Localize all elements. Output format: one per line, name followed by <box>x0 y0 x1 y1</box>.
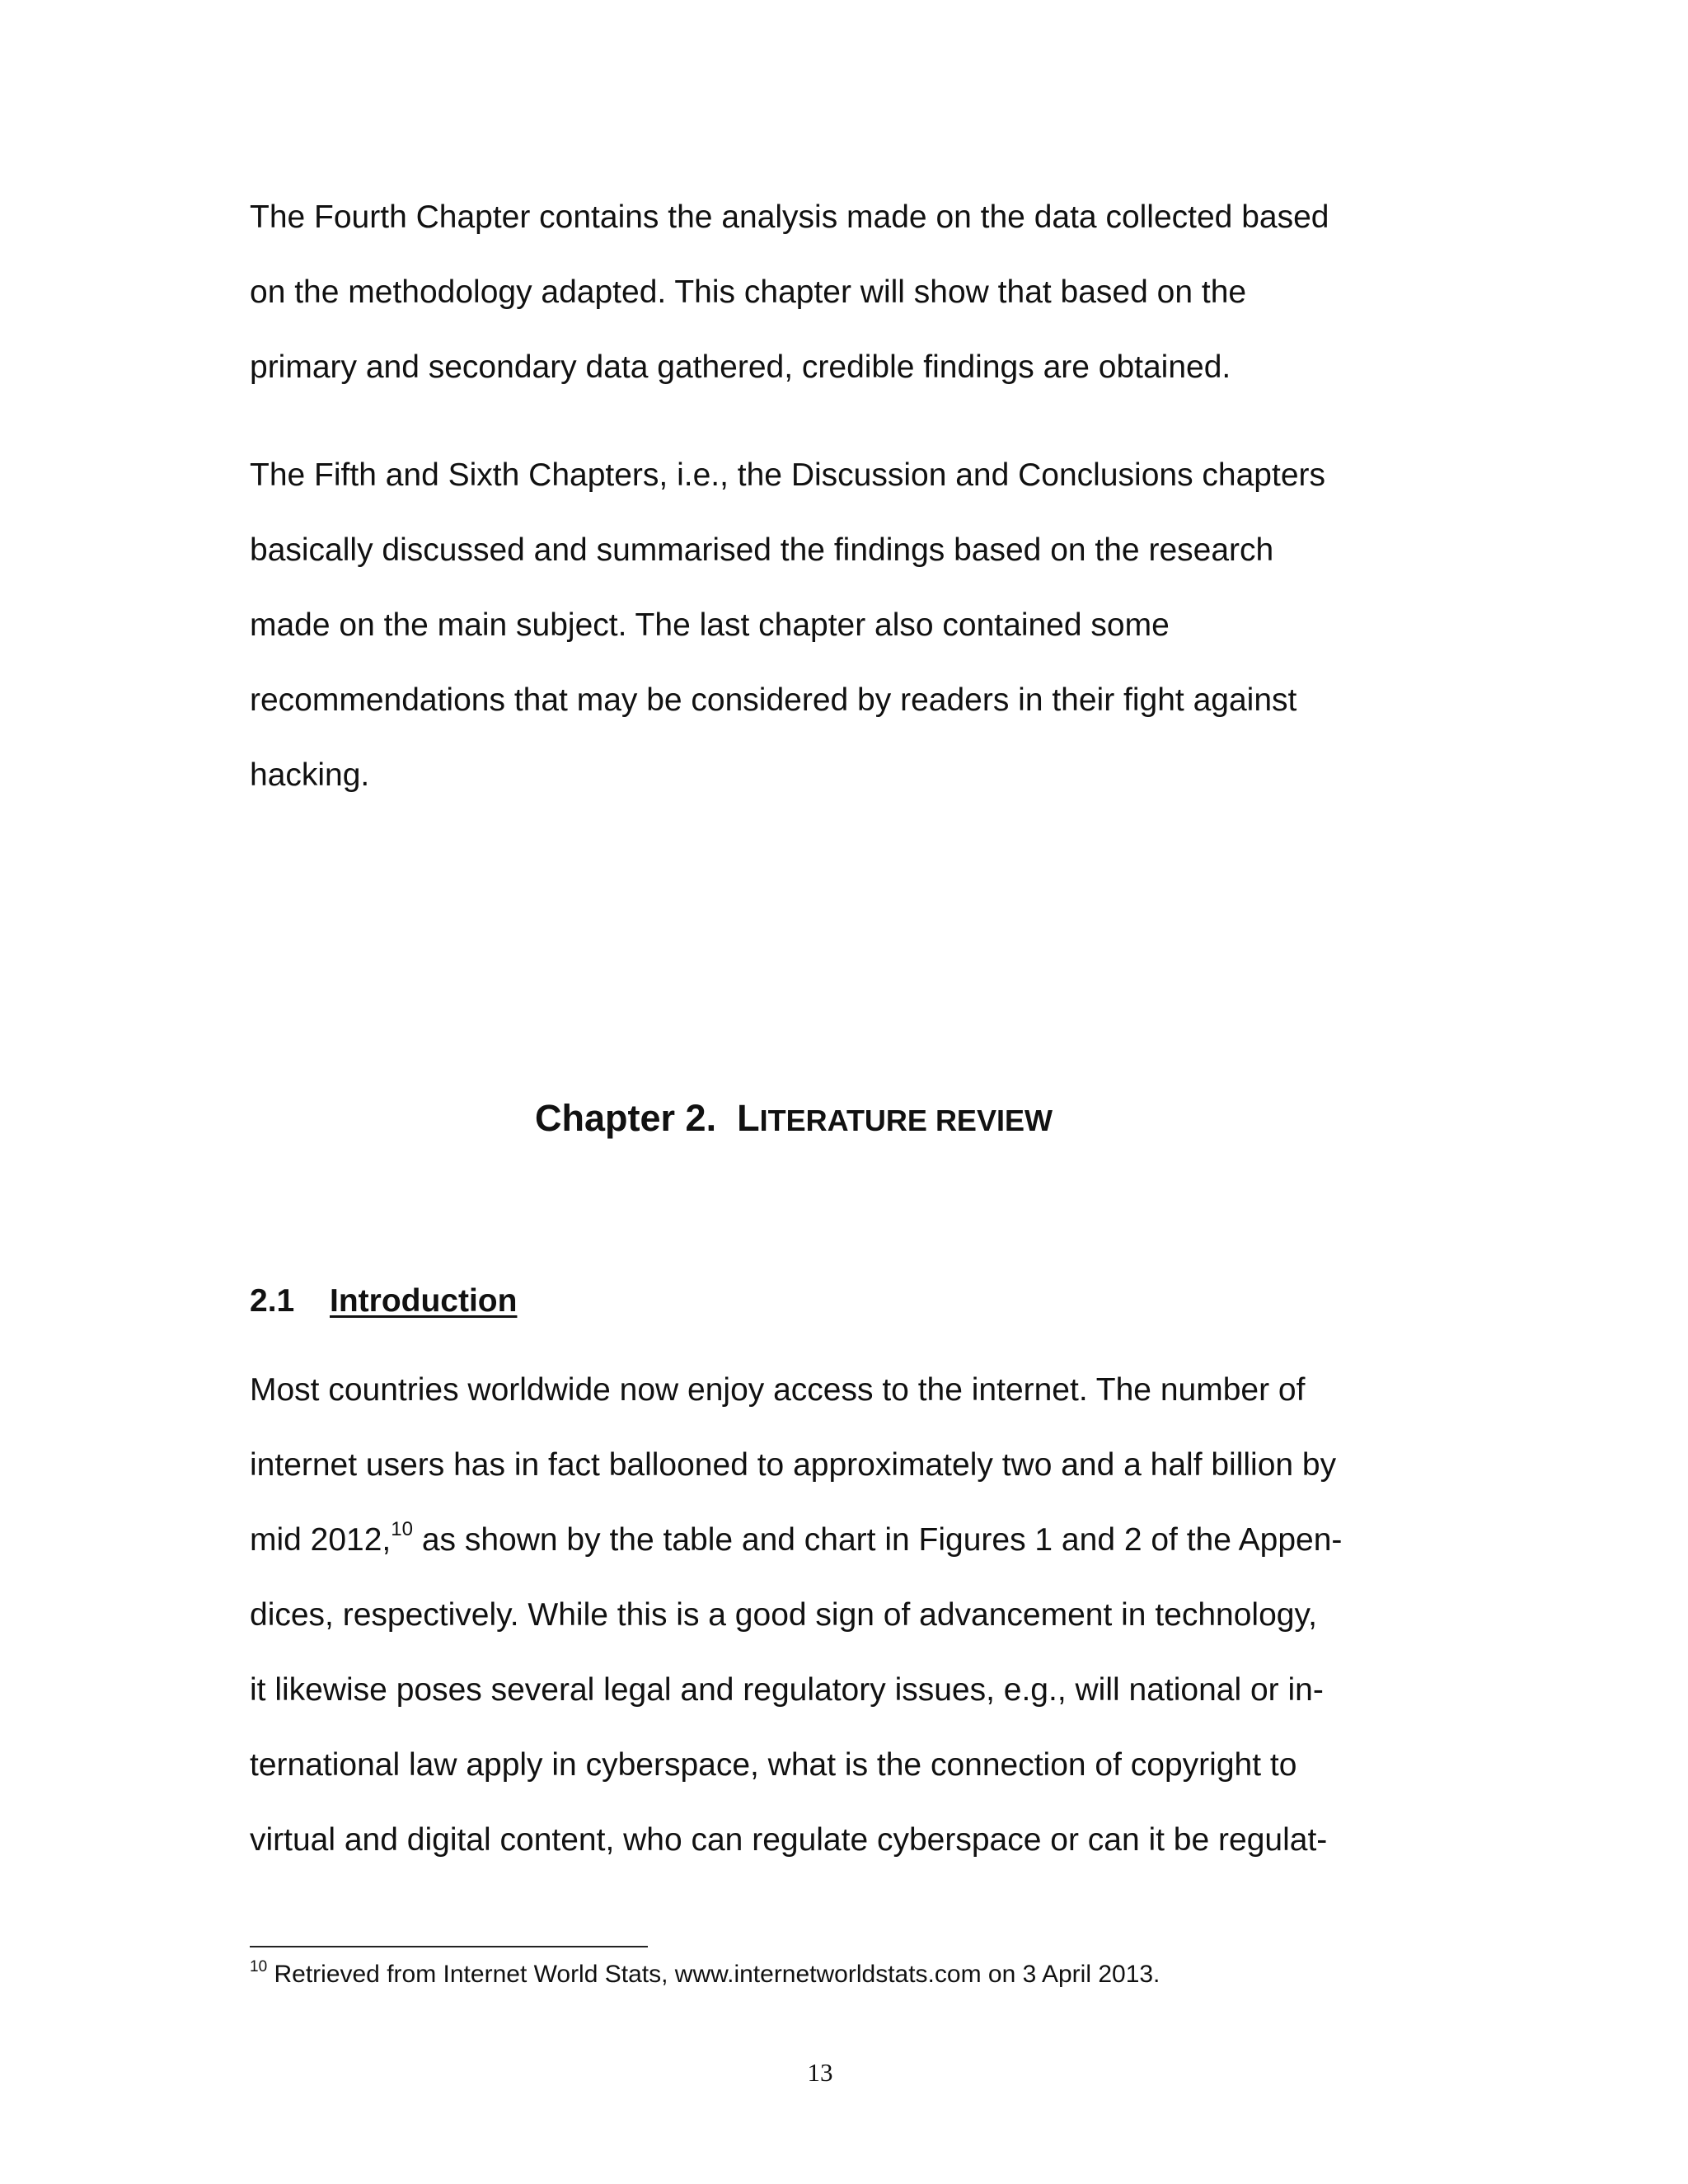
intro-line-1: Most countries worldwide now enjoy access to the internet. The number of <box>250 1372 1306 1408</box>
footnote-text: Retrieved from Internet World Stats, www.internetworldstats.com on 3 April 2013. <box>267 1961 1160 1988</box>
section-title: Introduction <box>330 1283 518 1319</box>
footnote-divider <box>250 1946 648 1947</box>
paragraph-1-line-2: on the methodology adapted. This chapter will show that based on the <box>250 274 1247 310</box>
footnote-reference: 10 <box>391 1518 413 1540</box>
chapter-heading <box>0 1096 1587 1143</box>
paragraph-2-line-4: recommendations that may be considered by readers in their fight against <box>250 682 1297 718</box>
footnote <box>250 1960 1160 1990</box>
section-number: 2.1 <box>250 1283 295 1319</box>
section-heading <box>250 1282 517 1320</box>
intro-line-4: dices, respectively. While this is a good sign of advancement in technology, <box>250 1597 1317 1633</box>
intro-line-3 <box>250 1518 1343 1559</box>
intro-line-5: it likewise poses several legal and regulatory issues, e.g., will national or in- <box>250 1672 1324 1708</box>
intro-line-2: internet users has in fact ballooned to approximately two and a half billion by <box>250 1447 1337 1483</box>
intro-line-6: ternational law apply in cyberspace, what is the connection of copyright to <box>250 1747 1297 1783</box>
chapter-title-initial: L <box>737 1097 760 1139</box>
paragraph-2-line-2: basically discussed and summarised the findings based on the research <box>250 532 1274 568</box>
chapter-label: Chapter 2. <box>535 1097 717 1139</box>
footnote-number: 10 <box>250 1958 268 1975</box>
paragraph-2-line-1: The Fifth and Sixth Chapters, i.e., the Discussion and Conclusions chapters <box>250 457 1325 493</box>
intro-line-7: virtual and digital content, who can regulate cyberspace or can it be regulat- <box>250 1822 1328 1858</box>
paragraph-1-line-3: primary and secondary data gathered, credible findings are obtained. <box>250 349 1231 385</box>
page-number: 13 <box>807 2058 833 2087</box>
paragraph-2-line-5: hacking. <box>250 757 370 793</box>
paragraph-1-line-1: The Fourth Chapter contains the analysis made on the data collected based <box>250 199 1329 235</box>
intro-line-3-end: as shown by the table and chart in Figures 1 and 2 of the Appen- <box>412 1522 1343 1558</box>
paragraph-2-line-3: made on the main subject. The last chapter also contained some <box>250 607 1170 643</box>
intro-line-3-start: mid 2012, <box>250 1522 392 1558</box>
chapter-title-rest: ITERATURE REVIEW <box>759 1104 1053 1137</box>
